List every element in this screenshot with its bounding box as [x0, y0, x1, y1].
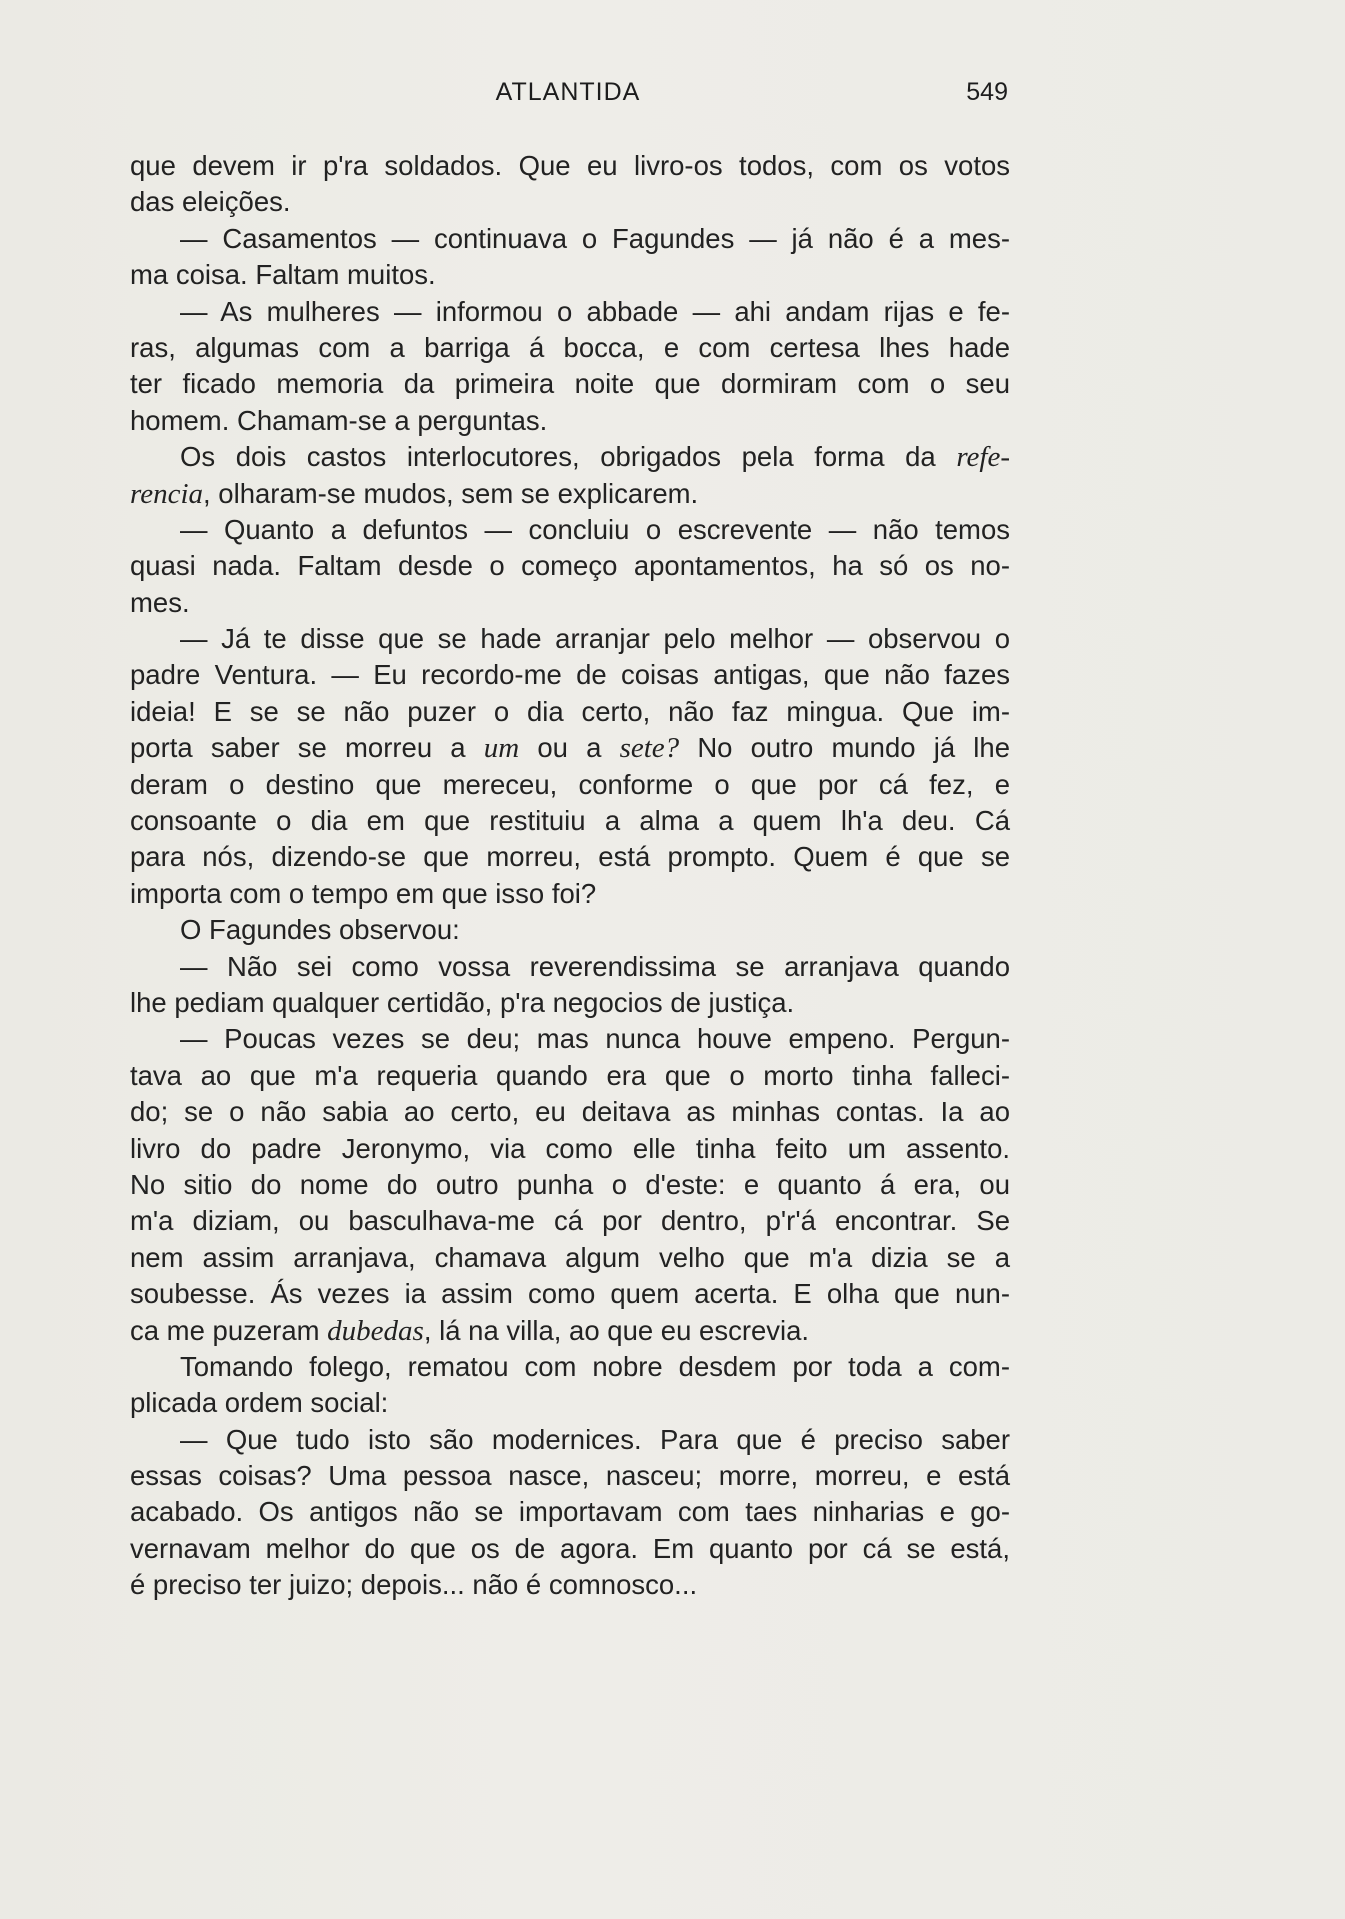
- text-span: do; se o não sabia ao certo, eu deitava as minhas contas. Ia ao: [130, 1096, 1010, 1128]
- text-span: lhe pediam qualquer certidão, p'ra negocios de justiça.: [130, 986, 795, 1018]
- text-span: , lá na villa, ao que eu escrevia.: [423, 1314, 810, 1346]
- text-span: mes.: [130, 586, 190, 618]
- text-span: essas coisas? Uma pessoa nasce, nasceu; morre, morreu, e está: [130, 1460, 1010, 1492]
- text-line: [130, 912, 1010, 948]
- text-line: [130, 949, 1010, 985]
- text-span: porta saber se morreu a: [130, 732, 484, 764]
- text-span: ma coisa. Faltam muitos.: [130, 259, 436, 291]
- text-line: [130, 1131, 1010, 1167]
- text-span: O Fagundes observou:: [180, 914, 460, 946]
- text-span: — Não sei como vossa reverendissima se arranjava quando: [180, 950, 1010, 982]
- text-span: quasi nada. Faltam desde o começo apontamentos, ha só os no-: [130, 550, 1010, 582]
- text-line: [130, 730, 1010, 766]
- text-line: [130, 548, 1010, 584]
- text-span: nem assim arranjava, chamava algum velho que m'a dizia se a: [130, 1241, 1010, 1273]
- text-line: [130, 876, 1010, 912]
- text-line: [130, 767, 1010, 803]
- text-line: [130, 1422, 1010, 1458]
- text-line: [130, 585, 1010, 621]
- body-text: [130, 148, 1010, 1604]
- text-line: [130, 1458, 1010, 1494]
- text-span: consoante o dia em que restituiu a alma a quem lh'a deu. Cá: [130, 805, 1010, 837]
- text-line: [130, 257, 1010, 293]
- text-span: que devem ir p'ra soldados. Que eu livro-os todos, com os votos: [130, 150, 1010, 181]
- text-span: tava ao que m'a requeria quando era que o morto tinha falleci-: [130, 1059, 1010, 1091]
- page-number: 549: [966, 78, 1008, 106]
- text-line: [130, 330, 1010, 366]
- text-span: padre Ventura. — Eu recordo-me de coisas antigas, que não fazes: [130, 659, 1010, 691]
- text-span: importa com o tempo em que isso foi?: [130, 877, 597, 909]
- text-span: — Poucas vezes se deu; mas nunca houve empeno. Pergun-: [180, 1023, 1010, 1055]
- text-line: [130, 221, 1010, 257]
- text-line: [130, 512, 1010, 548]
- text-line: [130, 1531, 1010, 1567]
- text-line: [130, 694, 1010, 730]
- text-line: [130, 1203, 1010, 1239]
- text-line: [130, 1567, 1010, 1603]
- text-line: [130, 366, 1010, 402]
- text-span: , olharam-se mudos, sem se explicarem.: [203, 477, 699, 509]
- text-span: vernavam melhor do que os de agora. Em quanto por cá se está,: [130, 1532, 1010, 1564]
- text-span: ideia! E se se não puzer o dia certo, não faz mingua. Que im-: [130, 695, 1010, 727]
- text-span: — Já te disse que se hade arranjar pelo melhor — observou o: [180, 623, 1010, 655]
- text-line: [130, 184, 1010, 220]
- text-line: [130, 294, 1010, 330]
- italic-text: rencia: [130, 477, 204, 510]
- text-line: [130, 1240, 1010, 1276]
- text-line: [130, 148, 1010, 184]
- text-span: Os dois castos interlocutores, obrigados pela forma da: [180, 441, 957, 473]
- text-span: acabado. Os antigos não se importavam com taes ninharias e go-: [130, 1496, 1010, 1528]
- text-line: [130, 1313, 1010, 1349]
- text-line: [130, 803, 1010, 839]
- text-span: — As mulheres — informou o abbade — ahi andam rijas e fe-: [180, 295, 1010, 327]
- text-line: [130, 403, 1010, 439]
- text-span: No sitio do nome do outro punha o d'este: e quanto á era, ou: [130, 1168, 1010, 1200]
- text-line: [130, 476, 1010, 512]
- text-span: livro do padre Jeronymo, via como elle tinha feito um assento.: [130, 1132, 1010, 1164]
- text-line: [130, 1276, 1010, 1312]
- italic-text: um: [483, 732, 520, 765]
- text-line: [130, 1021, 1010, 1057]
- text-span: ou a: [519, 732, 620, 764]
- italic-text: refe-: [956, 441, 1010, 474]
- text-span: ca me puzeram: [130, 1314, 328, 1346]
- text-span: plicada ordem social:: [130, 1387, 389, 1419]
- text-span: ras, algumas com a barriga á bocca, e com certesa lhes hade: [130, 331, 1010, 363]
- italic-text: dubedas: [327, 1314, 424, 1347]
- text-span: homem. Chamam-se a perguntas.: [130, 404, 548, 436]
- text-span: ter ficado memoria da primeira noite que dormiram com o seu: [130, 368, 1010, 400]
- text-span: soubesse. Ás vezes ia assim como quem acerta. E olha que nun-: [130, 1278, 1010, 1310]
- text-span: — Que tudo isto são modernices. Para que é preciso saber: [180, 1423, 1010, 1455]
- text-line: [130, 657, 1010, 693]
- text-span: é preciso ter juizo; depois... não é comnosco...: [130, 1569, 698, 1601]
- text-line: [130, 1167, 1010, 1203]
- text-line: [130, 839, 1010, 875]
- text-span: Tomando folego, rematou com nobre desdem por toda a com-: [180, 1350, 1010, 1382]
- text-span: deram o destino que mereceu, conforme o que por cá fez, e: [130, 768, 1010, 800]
- text-line: [130, 1385, 1010, 1421]
- text-line: [130, 1058, 1010, 1094]
- text-line: [130, 1349, 1010, 1385]
- text-line: [130, 439, 1010, 475]
- page-header: [128, 78, 1008, 114]
- text-span: No outro mundo já lhe: [679, 732, 1010, 764]
- text-span: — Quanto a defuntos — concluiu o escrevente — não temos: [180, 513, 1010, 545]
- text-span: m'a diziam, ou basculhava-me cá por dentro, p'r'á encontrar. Se: [130, 1205, 1010, 1237]
- text-line: [130, 985, 1010, 1021]
- italic-text: sete?: [619, 732, 680, 765]
- text-span: das eleições.: [130, 186, 291, 218]
- text-span: — Casamentos — continuava o Fagundes — já não é a mes-: [180, 222, 1010, 254]
- text-line: [130, 1494, 1010, 1530]
- text-line: [130, 1094, 1010, 1130]
- running-title: ATLANTIDA: [495, 78, 641, 106]
- text-span: para nós, dizendo-se que morreu, está prompto. Quem é que se: [130, 841, 1010, 873]
- text-line: [130, 621, 1010, 657]
